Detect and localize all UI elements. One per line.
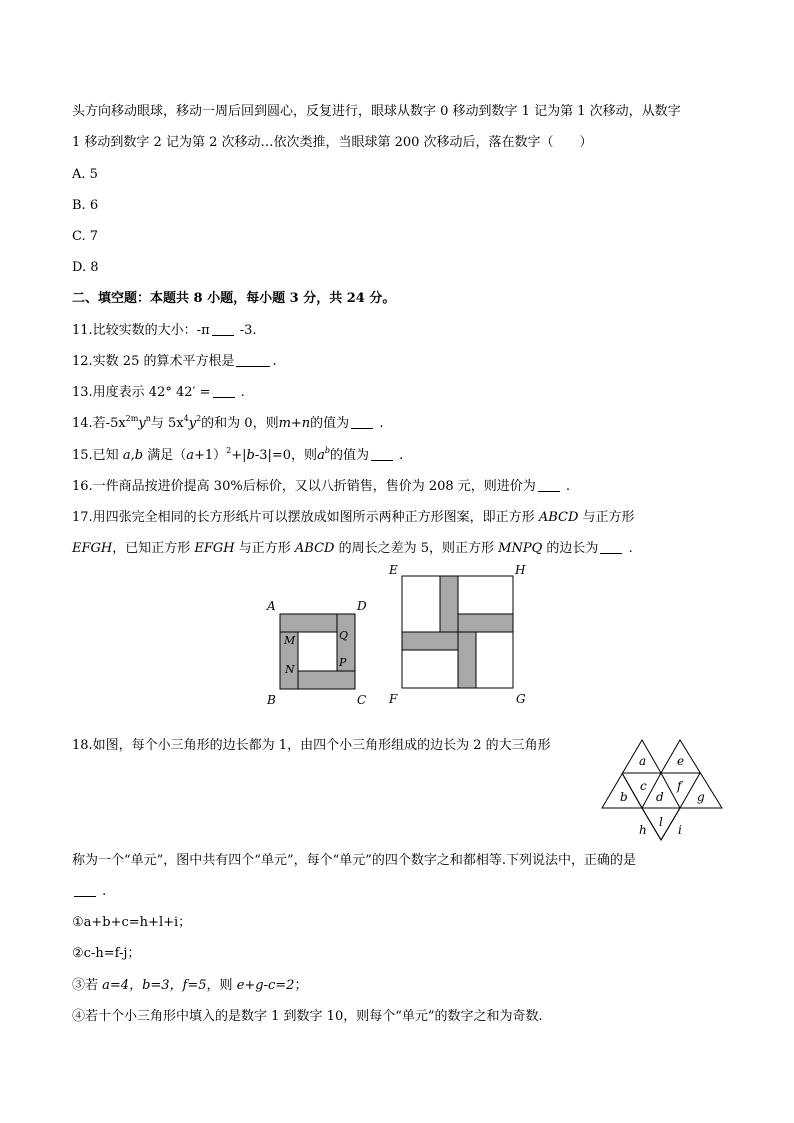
statement-4: ④若十个小三角形中填入的是数字 1 到数字 10，则每个“单元”的数字之和为奇数. <box>72 1009 543 1024</box>
q12-text: 12.实数 25 的算术平方根是 <box>72 354 235 369</box>
label-g: G <box>516 692 526 706</box>
tri-label-l: l <box>659 815 663 829</box>
q17-part: 与正方形 <box>582 510 635 525</box>
figure-triangle-units <box>600 738 726 842</box>
answer-blank <box>538 479 560 492</box>
question-18-line2: 称为一个“单元”，图中共有四个“单元”，每个“单元”的四个数字之和都相等.下列说法中，正确的是 <box>72 853 637 868</box>
square-mnpq <box>298 632 337 671</box>
tri-label-d: d <box>656 790 664 804</box>
q17-part: 与正方形 <box>238 541 291 556</box>
answer-blank <box>212 323 234 336</box>
strip-top <box>440 576 458 632</box>
label-m: M <box>284 634 296 647</box>
q16-text: 16.一件商品按进价提高 30%后标价，又以八折销售，售价为 208 元，则进价为 <box>72 479 536 494</box>
answer-blank <box>236 354 270 367</box>
q15-exp: b <box>324 446 330 455</box>
q17-tail: . <box>628 541 633 556</box>
q14-tail: . <box>379 416 384 431</box>
question-17-line2 <box>72 540 633 558</box>
answer-blank <box>213 385 235 398</box>
q15-var: a,b <box>122 448 144 463</box>
strip-left <box>402 632 458 650</box>
statement-3 <box>72 977 307 995</box>
q17-var: ABCD <box>294 541 335 556</box>
q17-part: 17.用四张完全相同的长方形纸片可以摆放成如图所示两种正方形图案，即正方形 <box>72 510 535 525</box>
answer-blank <box>74 884 96 897</box>
q15-part: +| <box>231 448 247 463</box>
q14-exp: 2 <box>196 414 202 423</box>
s3-part: ③若 <box>72 978 99 993</box>
q16-tail: . <box>565 479 571 494</box>
answer-blank <box>351 416 373 429</box>
strip-bottom <box>458 632 476 688</box>
q15-tail: . <box>399 448 404 463</box>
label-d: D <box>357 599 367 613</box>
q14-part: 的值为 <box>310 416 350 431</box>
q14-exp: 2m <box>125 414 139 423</box>
q13-text: 13.用度表示 42° 42′ = <box>72 385 211 400</box>
q10-line2: 1 移动到数字 2 记为第 2 次移动…依次类推，当眼球第 200 次移动后，落在数字（ ） <box>72 135 593 150</box>
statement-1: ①a+b+c=h+l+i； <box>72 915 192 930</box>
q15-part: 满足（ <box>147 448 187 463</box>
question-17-line1 <box>72 509 635 527</box>
q15-var: a <box>317 448 325 463</box>
label-q: Q <box>339 629 349 642</box>
q15-part: -3|=0，则 <box>254 448 318 463</box>
q14-part: 与 5x <box>150 416 184 431</box>
q17-var: MNPQ <box>498 541 543 556</box>
q15-part: 15.已知 <box>72 448 119 463</box>
question-15 <box>72 447 403 465</box>
label-p: P <box>339 656 347 669</box>
q14-part: y <box>138 416 146 431</box>
tri-label-a: a <box>639 754 647 768</box>
q10-option-c: C. 7 <box>72 229 99 244</box>
label-a: A <box>267 599 276 613</box>
q10-option-b: B. 6 <box>72 198 99 213</box>
section-2-heading: 二、填空题：本题共 8 小题，每小题 3 分，共 24 分。 <box>72 291 396 306</box>
tri-label-b: b <box>620 790 628 804</box>
question-14 <box>72 415 383 433</box>
q11-tail: -3. <box>239 323 257 338</box>
s3-expr: e+g-c=2 <box>236 978 295 993</box>
q14-part: 的和为 0，则 <box>201 416 279 431</box>
strip-bottom <box>298 671 355 689</box>
answer-blank <box>600 541 622 554</box>
q14-exp: 4 <box>183 414 189 423</box>
tri-label-i: i <box>678 823 682 837</box>
label-b: B <box>267 693 276 707</box>
q15-var: a <box>186 448 194 463</box>
q14-var: m+n <box>278 416 311 431</box>
q11-text: 11.比较实数的大小：-π <box>72 323 210 338</box>
q14-exp: n <box>145 414 151 423</box>
tri-label-g: g <box>697 790 705 804</box>
answer-blank <box>371 448 393 461</box>
q15-exp: 2 <box>226 446 232 455</box>
tri-label-h: h <box>639 823 647 837</box>
figure-square-efgh <box>384 562 534 706</box>
s3-part: ； <box>294 978 308 993</box>
statement-2: ②c-h=f-j； <box>72 946 141 961</box>
question-12 <box>72 353 277 371</box>
q14-part: y <box>188 416 197 431</box>
q17-var: EFGH <box>72 541 113 556</box>
question-18-blank-line <box>72 883 106 901</box>
label-c: C <box>357 693 367 707</box>
q13-tail: . <box>240 385 245 400</box>
label-n: N <box>285 663 295 676</box>
q17-var: EFGH <box>194 541 235 556</box>
q18-tail: . <box>102 884 107 899</box>
question-13 <box>72 384 245 402</box>
tri-label-f: f <box>677 779 682 793</box>
label-h: H <box>515 563 526 577</box>
tri-label-e: e <box>677 754 685 768</box>
strip-right <box>458 614 513 632</box>
question-18-line1: 18.如图，每个小三角形的边长都为 1，由四个小三角形组成的边长为 2 的大三角形 <box>72 738 551 753</box>
figure-square-abcd <box>260 594 380 708</box>
strip-top <box>280 614 337 632</box>
q15-var: b <box>246 448 255 463</box>
q10-line1: 头方向移动眼球，移动一周后回到圆心，反复进行，眼球从数字 0 移动到数字 1 记为第 1 次移动，从数字 <box>72 104 681 119</box>
s3-part: ，则 <box>206 978 233 993</box>
q10-option-d: D. 8 <box>72 260 99 275</box>
label-f: F <box>389 692 398 706</box>
q17-part: 的边长为 <box>546 541 599 556</box>
label-e: E <box>389 563 398 577</box>
q12-tail: . <box>272 354 277 369</box>
q17-part: 的周长之差为 5，则正方形 <box>338 541 495 556</box>
question-11 <box>72 322 257 340</box>
q14-part: 14.若-5x <box>72 416 126 431</box>
question-16 <box>72 478 570 496</box>
tri-label-c: c <box>640 779 647 793</box>
q15-part: 的值为 <box>329 448 369 463</box>
q10-option-a: A. 5 <box>72 167 98 182</box>
q17-part: ，已知正方形 <box>112 541 191 556</box>
s3-expr: a=4，b=3，f=5 <box>102 978 207 993</box>
q15-part: +1） <box>193 448 227 463</box>
q17-var: ABCD <box>538 510 579 525</box>
